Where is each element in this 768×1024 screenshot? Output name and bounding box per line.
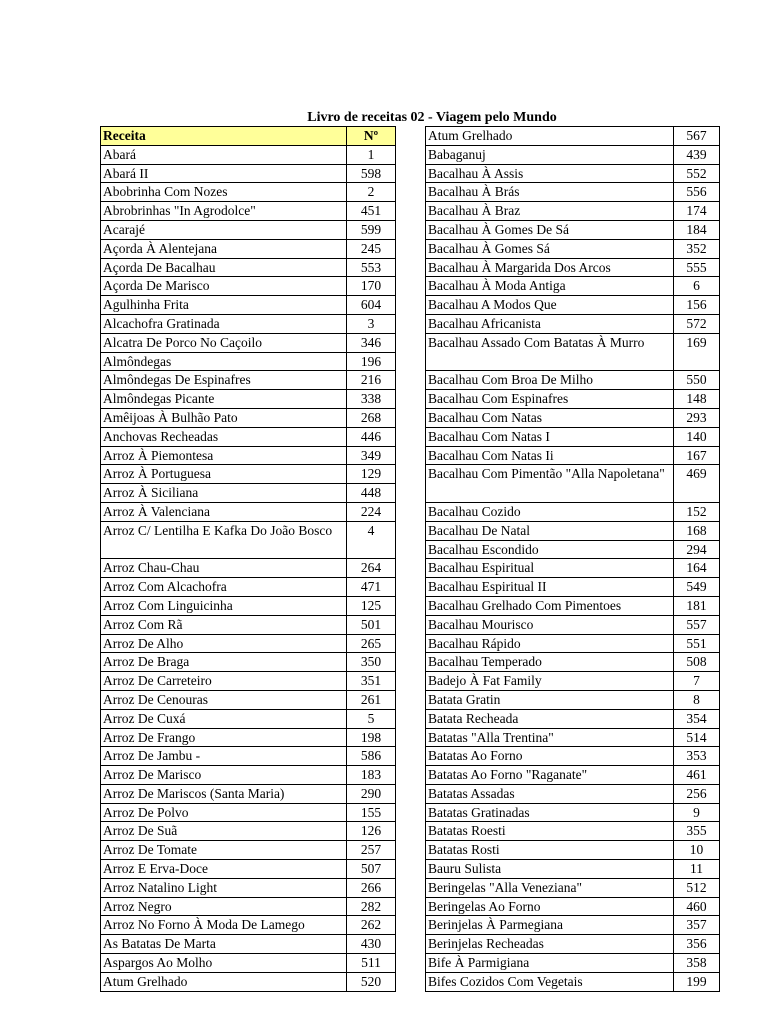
recipe-number: 469 xyxy=(674,465,720,503)
recipe-name: Arroz De Suã xyxy=(101,822,347,841)
table-row xyxy=(426,878,720,897)
recipe-name: Arroz À Siciliana xyxy=(101,484,347,503)
table-row xyxy=(101,972,396,991)
recipe-name: Abrobrinhas "In Agrodolce" xyxy=(101,202,347,221)
recipe-name: Arroz De Marisco xyxy=(101,766,347,785)
table-row xyxy=(101,728,396,747)
recipe-number: 224 xyxy=(347,502,396,521)
recipe-number: 604 xyxy=(347,296,396,315)
table-row xyxy=(101,916,396,935)
table-row xyxy=(101,502,396,521)
recipe-number: 256 xyxy=(674,784,720,803)
table-row xyxy=(426,596,720,615)
table-row xyxy=(101,860,396,879)
recipe-number: 170 xyxy=(347,277,396,296)
recipe-name: Arroz À Portuguesa xyxy=(101,465,347,484)
recipe-name: Alcachofra Gratinada xyxy=(101,314,347,333)
recipe-name: Arroz Natalino Light xyxy=(101,878,347,897)
recipe-name: Almôndegas xyxy=(101,352,347,371)
recipe-name: Almôndegas De Espinafres xyxy=(101,371,347,390)
table-row xyxy=(101,164,396,183)
table-row xyxy=(426,408,720,427)
table-row xyxy=(426,559,720,578)
table-row xyxy=(426,672,720,691)
recipe-name: Arroz À Piemontesa xyxy=(101,446,347,465)
recipe-name: Arroz Chau-Chau xyxy=(101,559,347,578)
recipe-name: Arroz À Valenciana xyxy=(101,502,347,521)
recipe-name: Batata Recheada xyxy=(426,709,674,728)
recipe-number: 599 xyxy=(347,220,396,239)
recipe-name: Bacalhau De Natal xyxy=(426,521,674,540)
recipe-name: Bacalhau À Braz xyxy=(426,202,674,221)
recipe-name: Arroz De Mariscos (Santa Maria) xyxy=(101,784,347,803)
recipe-name: Batatas Roesti xyxy=(426,822,674,841)
recipe-number: 512 xyxy=(674,878,720,897)
table-row xyxy=(426,371,720,390)
table-row xyxy=(101,653,396,672)
recipe-number: 168 xyxy=(674,521,720,540)
recipe-number: 358 xyxy=(674,954,720,973)
recipe-number: 346 xyxy=(347,333,396,352)
table-row xyxy=(426,841,720,860)
recipe-number: 460 xyxy=(674,897,720,916)
recipe-number: 514 xyxy=(674,728,720,747)
table-row xyxy=(101,954,396,973)
recipe-number: 294 xyxy=(674,540,720,559)
table-row xyxy=(426,127,720,146)
recipe-name: Batata Gratin xyxy=(426,690,674,709)
table-row xyxy=(101,672,396,691)
recipe-number: 552 xyxy=(674,164,720,183)
recipe-name: Bacalhau A Modos Que xyxy=(426,296,674,315)
table-row xyxy=(101,878,396,897)
header-recipe: Receita xyxy=(101,127,347,146)
recipe-number: 557 xyxy=(674,615,720,634)
table-row xyxy=(101,521,396,559)
recipe-name: Bife À Parmigiana xyxy=(426,954,674,973)
table-row xyxy=(426,709,720,728)
recipe-name: Berinjelas Recheadas xyxy=(426,935,674,954)
recipe-name: Bacalhau Grelhado Com Pimentoes xyxy=(426,596,674,615)
recipe-number: 448 xyxy=(347,484,396,503)
recipe-name: Bacalhau À Assis xyxy=(426,164,674,183)
table-row xyxy=(101,690,396,709)
recipe-name: Bacalhau À Gomes De Sá xyxy=(426,220,674,239)
recipe-number: 181 xyxy=(674,596,720,615)
recipe-number: 10 xyxy=(674,841,720,860)
table-row xyxy=(101,352,396,371)
recipe-name: Bacalhau Cozido xyxy=(426,502,674,521)
table-row xyxy=(426,164,720,183)
recipe-number: 553 xyxy=(347,258,396,277)
table-row xyxy=(426,465,720,503)
recipe-name: Aspargos Ao Molho xyxy=(101,954,347,973)
recipe-name: Acarajé xyxy=(101,220,347,239)
recipe-number: 265 xyxy=(347,634,396,653)
recipe-name: Arroz De Tomate xyxy=(101,841,347,860)
table-row xyxy=(426,314,720,333)
recipe-number: 511 xyxy=(347,954,396,973)
recipe-number: 245 xyxy=(347,239,396,258)
recipe-name: Bifes Cozidos Com Vegetais xyxy=(426,972,674,991)
document-title: Livro de receitas 02 - Viagem pelo Mundo xyxy=(307,110,557,125)
table-row xyxy=(426,916,720,935)
recipe-number: 501 xyxy=(347,615,396,634)
recipe-number: 350 xyxy=(347,653,396,672)
table-row xyxy=(426,521,720,540)
table-row xyxy=(101,239,396,258)
recipe-name: Arroz De Frango xyxy=(101,728,347,747)
table-row xyxy=(101,145,396,164)
recipe-name: Arroz De Cenouras xyxy=(101,690,347,709)
table-row xyxy=(426,145,720,164)
recipe-name: Bacalhau Com Natas Ii xyxy=(426,446,674,465)
recipe-number: 5 xyxy=(347,709,396,728)
recipe-number: 446 xyxy=(347,427,396,446)
table-row xyxy=(426,747,720,766)
recipe-name: Abará II xyxy=(101,164,347,183)
table-row xyxy=(426,634,720,653)
recipe-name: Alcatra De Porco No Caçoilo xyxy=(101,333,347,352)
recipe-number: 156 xyxy=(674,296,720,315)
table-row xyxy=(101,220,396,239)
recipe-name: Berinjelas À Parmegiana xyxy=(426,916,674,935)
recipe-name: Batatas Ao Forno "Raganate" xyxy=(426,766,674,785)
recipe-number: 567 xyxy=(674,127,720,146)
table-row xyxy=(426,296,720,315)
recipe-name: Bacalhau Com Pimentão "Alla Napoletana" xyxy=(426,465,674,503)
recipe-name: Açorda De Marisco xyxy=(101,277,347,296)
recipe-number: 451 xyxy=(347,202,396,221)
recipe-name: Batatas Ao Forno xyxy=(426,747,674,766)
recipe-name: Babaganuj xyxy=(426,145,674,164)
recipe-number: 351 xyxy=(347,672,396,691)
recipe-name: Batatas Gratinadas xyxy=(426,803,674,822)
recipe-number: 262 xyxy=(347,916,396,935)
table-row xyxy=(101,183,396,202)
table-row xyxy=(426,540,720,559)
recipe-number: 184 xyxy=(674,220,720,239)
table-row xyxy=(426,690,720,709)
table-row xyxy=(101,427,396,446)
recipe-number: 586 xyxy=(347,747,396,766)
recipe-number: 126 xyxy=(347,822,396,841)
table-row xyxy=(101,314,396,333)
recipe-name: Beringelas Ao Forno xyxy=(426,897,674,916)
recipe-name: Bacalhau Com Broa De Milho xyxy=(426,371,674,390)
table-row xyxy=(101,277,396,296)
table-row xyxy=(426,935,720,954)
recipe-number: 290 xyxy=(347,784,396,803)
table-row xyxy=(426,202,720,221)
recipe-number: 349 xyxy=(347,446,396,465)
recipe-name: Arroz E Erva-Doce xyxy=(101,860,347,879)
table-row xyxy=(426,390,720,409)
recipe-number: 555 xyxy=(674,258,720,277)
recipe-name: Bacalhau Com Natas xyxy=(426,408,674,427)
recipe-number: 169 xyxy=(674,333,720,371)
recipe-number: 11 xyxy=(674,860,720,879)
recipe-name: Bacalhau À Gomes Sá xyxy=(426,239,674,258)
recipe-number: 520 xyxy=(347,972,396,991)
recipe-name: Arroz Com Rã xyxy=(101,615,347,634)
recipe-number: 167 xyxy=(674,446,720,465)
table-row xyxy=(101,784,396,803)
recipe-name: Badejo À Fat Family xyxy=(426,672,674,691)
table-row xyxy=(426,615,720,634)
recipe-number: 4 xyxy=(347,521,396,559)
recipe-name: Bacalhau Temperado xyxy=(426,653,674,672)
table-row xyxy=(426,860,720,879)
table-row xyxy=(426,728,720,747)
recipe-number: 293 xyxy=(674,408,720,427)
recipe-table-right xyxy=(425,126,720,992)
recipe-number: 3 xyxy=(347,314,396,333)
recipe-number: 471 xyxy=(347,578,396,597)
recipe-number: 355 xyxy=(674,822,720,841)
recipe-number: 264 xyxy=(347,559,396,578)
recipe-number: 199 xyxy=(674,972,720,991)
recipe-number: 550 xyxy=(674,371,720,390)
table-row xyxy=(426,578,720,597)
recipe-number: 198 xyxy=(347,728,396,747)
table-row xyxy=(426,258,720,277)
recipe-number: 353 xyxy=(674,747,720,766)
recipe-name: Abobrinha Com Nozes xyxy=(101,183,347,202)
recipe-name: Arroz De Polvo xyxy=(101,803,347,822)
recipe-number: 572 xyxy=(674,314,720,333)
table-row xyxy=(426,766,720,785)
table-row xyxy=(101,897,396,916)
recipe-number: 356 xyxy=(674,935,720,954)
table-row xyxy=(101,803,396,822)
table-row xyxy=(101,296,396,315)
table-row xyxy=(101,615,396,634)
recipe-number: 282 xyxy=(347,897,396,916)
recipe-name: Atum Grelhado xyxy=(101,972,347,991)
recipe-name: Arroz De Carreteiro xyxy=(101,672,347,691)
recipe-name: Almôndegas Picante xyxy=(101,390,347,409)
recipe-number: 268 xyxy=(347,408,396,427)
recipe-number: 461 xyxy=(674,766,720,785)
recipe-number: 174 xyxy=(674,202,720,221)
table-row xyxy=(101,202,396,221)
recipe-name: Bacalhau Com Espinafres xyxy=(426,390,674,409)
recipe-number: 430 xyxy=(347,935,396,954)
table-row xyxy=(426,803,720,822)
table-row xyxy=(101,935,396,954)
recipe-number: 216 xyxy=(347,371,396,390)
recipe-number: 556 xyxy=(674,183,720,202)
table-row xyxy=(101,822,396,841)
recipe-name: Amêijoas À Bulhão Pato xyxy=(101,408,347,427)
recipe-name: Bacalhau À Moda Antiga xyxy=(426,277,674,296)
recipe-number: 2 xyxy=(347,183,396,202)
recipe-name: Bacalhau Africanista xyxy=(426,314,674,333)
recipe-number: 508 xyxy=(674,653,720,672)
recipe-name: Arroz De Alho xyxy=(101,634,347,653)
recipe-number: 261 xyxy=(347,690,396,709)
table-row xyxy=(101,484,396,503)
table-header-row xyxy=(101,127,396,146)
recipe-number: 148 xyxy=(674,390,720,409)
table-row xyxy=(426,333,720,371)
recipe-number: 1 xyxy=(347,145,396,164)
table-row xyxy=(426,502,720,521)
recipe-name: Arroz Com Linguicinha xyxy=(101,596,347,615)
recipe-name: Açorda À Alentejana xyxy=(101,239,347,258)
table-row xyxy=(101,841,396,860)
recipe-name: Batatas Assadas xyxy=(426,784,674,803)
table-row xyxy=(101,578,396,597)
table-row xyxy=(101,559,396,578)
table-row xyxy=(101,258,396,277)
table-row xyxy=(426,220,720,239)
recipe-name: Bacalhau Espiritual II xyxy=(426,578,674,597)
table-row xyxy=(101,446,396,465)
table-row xyxy=(101,709,396,728)
recipe-name: Arroz No Forno À Moda De Lamego xyxy=(101,916,347,935)
table-row xyxy=(101,766,396,785)
table-row xyxy=(426,183,720,202)
recipe-name: Agulhinha Frita xyxy=(101,296,347,315)
table-row xyxy=(426,277,720,296)
recipe-number: 8 xyxy=(674,690,720,709)
recipe-number: 507 xyxy=(347,860,396,879)
recipe-number: 551 xyxy=(674,634,720,653)
table-row xyxy=(426,239,720,258)
recipe-number: 164 xyxy=(674,559,720,578)
recipe-number: 266 xyxy=(347,878,396,897)
table-row xyxy=(426,954,720,973)
recipe-name: Bauru Sulista xyxy=(426,860,674,879)
recipe-name: Arroz C/ Lentilha E Kafka Do João Bosco xyxy=(101,521,347,559)
recipe-name: Bacalhau Escondido xyxy=(426,540,674,559)
recipe-number: 155 xyxy=(347,803,396,822)
recipe-number: 257 xyxy=(347,841,396,860)
recipe-name: As Batatas De Marta xyxy=(101,935,347,954)
recipe-number: 9 xyxy=(674,803,720,822)
recipe-name: Bacalhau Assado Com Batatas À Murro xyxy=(426,333,674,371)
recipe-number: 598 xyxy=(347,164,396,183)
table-row xyxy=(426,653,720,672)
recipe-name: Açorda De Bacalhau xyxy=(101,258,347,277)
recipe-number: 6 xyxy=(674,277,720,296)
recipe-name: Arroz Com Alcachofra xyxy=(101,578,347,597)
header-number: Nº xyxy=(347,127,396,146)
table-row xyxy=(101,408,396,427)
table-row xyxy=(101,371,396,390)
recipe-name: Beringelas "Alla Veneziana" xyxy=(426,878,674,897)
table-row xyxy=(101,596,396,615)
recipe-number: 549 xyxy=(674,578,720,597)
recipe-name: Arroz Negro xyxy=(101,897,347,916)
recipe-name: Bacalhau À Margarida Dos Arcos xyxy=(426,258,674,277)
table-row xyxy=(426,897,720,916)
recipe-number: 152 xyxy=(674,502,720,521)
recipe-name: Bacalhau Mourisco xyxy=(426,615,674,634)
recipe-number: 183 xyxy=(347,766,396,785)
recipe-name: Abará xyxy=(101,145,347,164)
recipe-name: Batatas Rosti xyxy=(426,841,674,860)
recipe-number: 439 xyxy=(674,145,720,164)
table-row xyxy=(101,465,396,484)
table-row xyxy=(101,333,396,352)
recipe-name: Arroz De Braga xyxy=(101,653,347,672)
recipe-number: 338 xyxy=(347,390,396,409)
recipe-name: Arroz De Cuxá xyxy=(101,709,347,728)
table-row xyxy=(426,784,720,803)
table-row xyxy=(426,446,720,465)
recipe-number: 196 xyxy=(347,352,396,371)
recipe-number: 140 xyxy=(674,427,720,446)
table-row xyxy=(426,427,720,446)
table-row xyxy=(101,634,396,653)
recipe-name: Arroz De Jambu - xyxy=(101,747,347,766)
recipe-table-left xyxy=(100,126,396,992)
recipe-number: 125 xyxy=(347,596,396,615)
table-row xyxy=(101,747,396,766)
recipe-number: 354 xyxy=(674,709,720,728)
recipe-number: 357 xyxy=(674,916,720,935)
recipe-number: 129 xyxy=(347,465,396,484)
recipe-name: Anchovas Recheadas xyxy=(101,427,347,446)
recipe-name: Bacalhau Espiritual xyxy=(426,559,674,578)
recipe-name: Atum Grelhado xyxy=(426,127,674,146)
table-row xyxy=(426,972,720,991)
recipe-number: 7 xyxy=(674,672,720,691)
recipe-number: 352 xyxy=(674,239,720,258)
recipe-name: Bacalhau Rápido xyxy=(426,634,674,653)
recipe-name: Batatas "Alla Trentina" xyxy=(426,728,674,747)
table-row xyxy=(426,822,720,841)
recipe-name: Bacalhau Com Natas I xyxy=(426,427,674,446)
recipe-name: Bacalhau À Brás xyxy=(426,183,674,202)
table-row xyxy=(101,390,396,409)
